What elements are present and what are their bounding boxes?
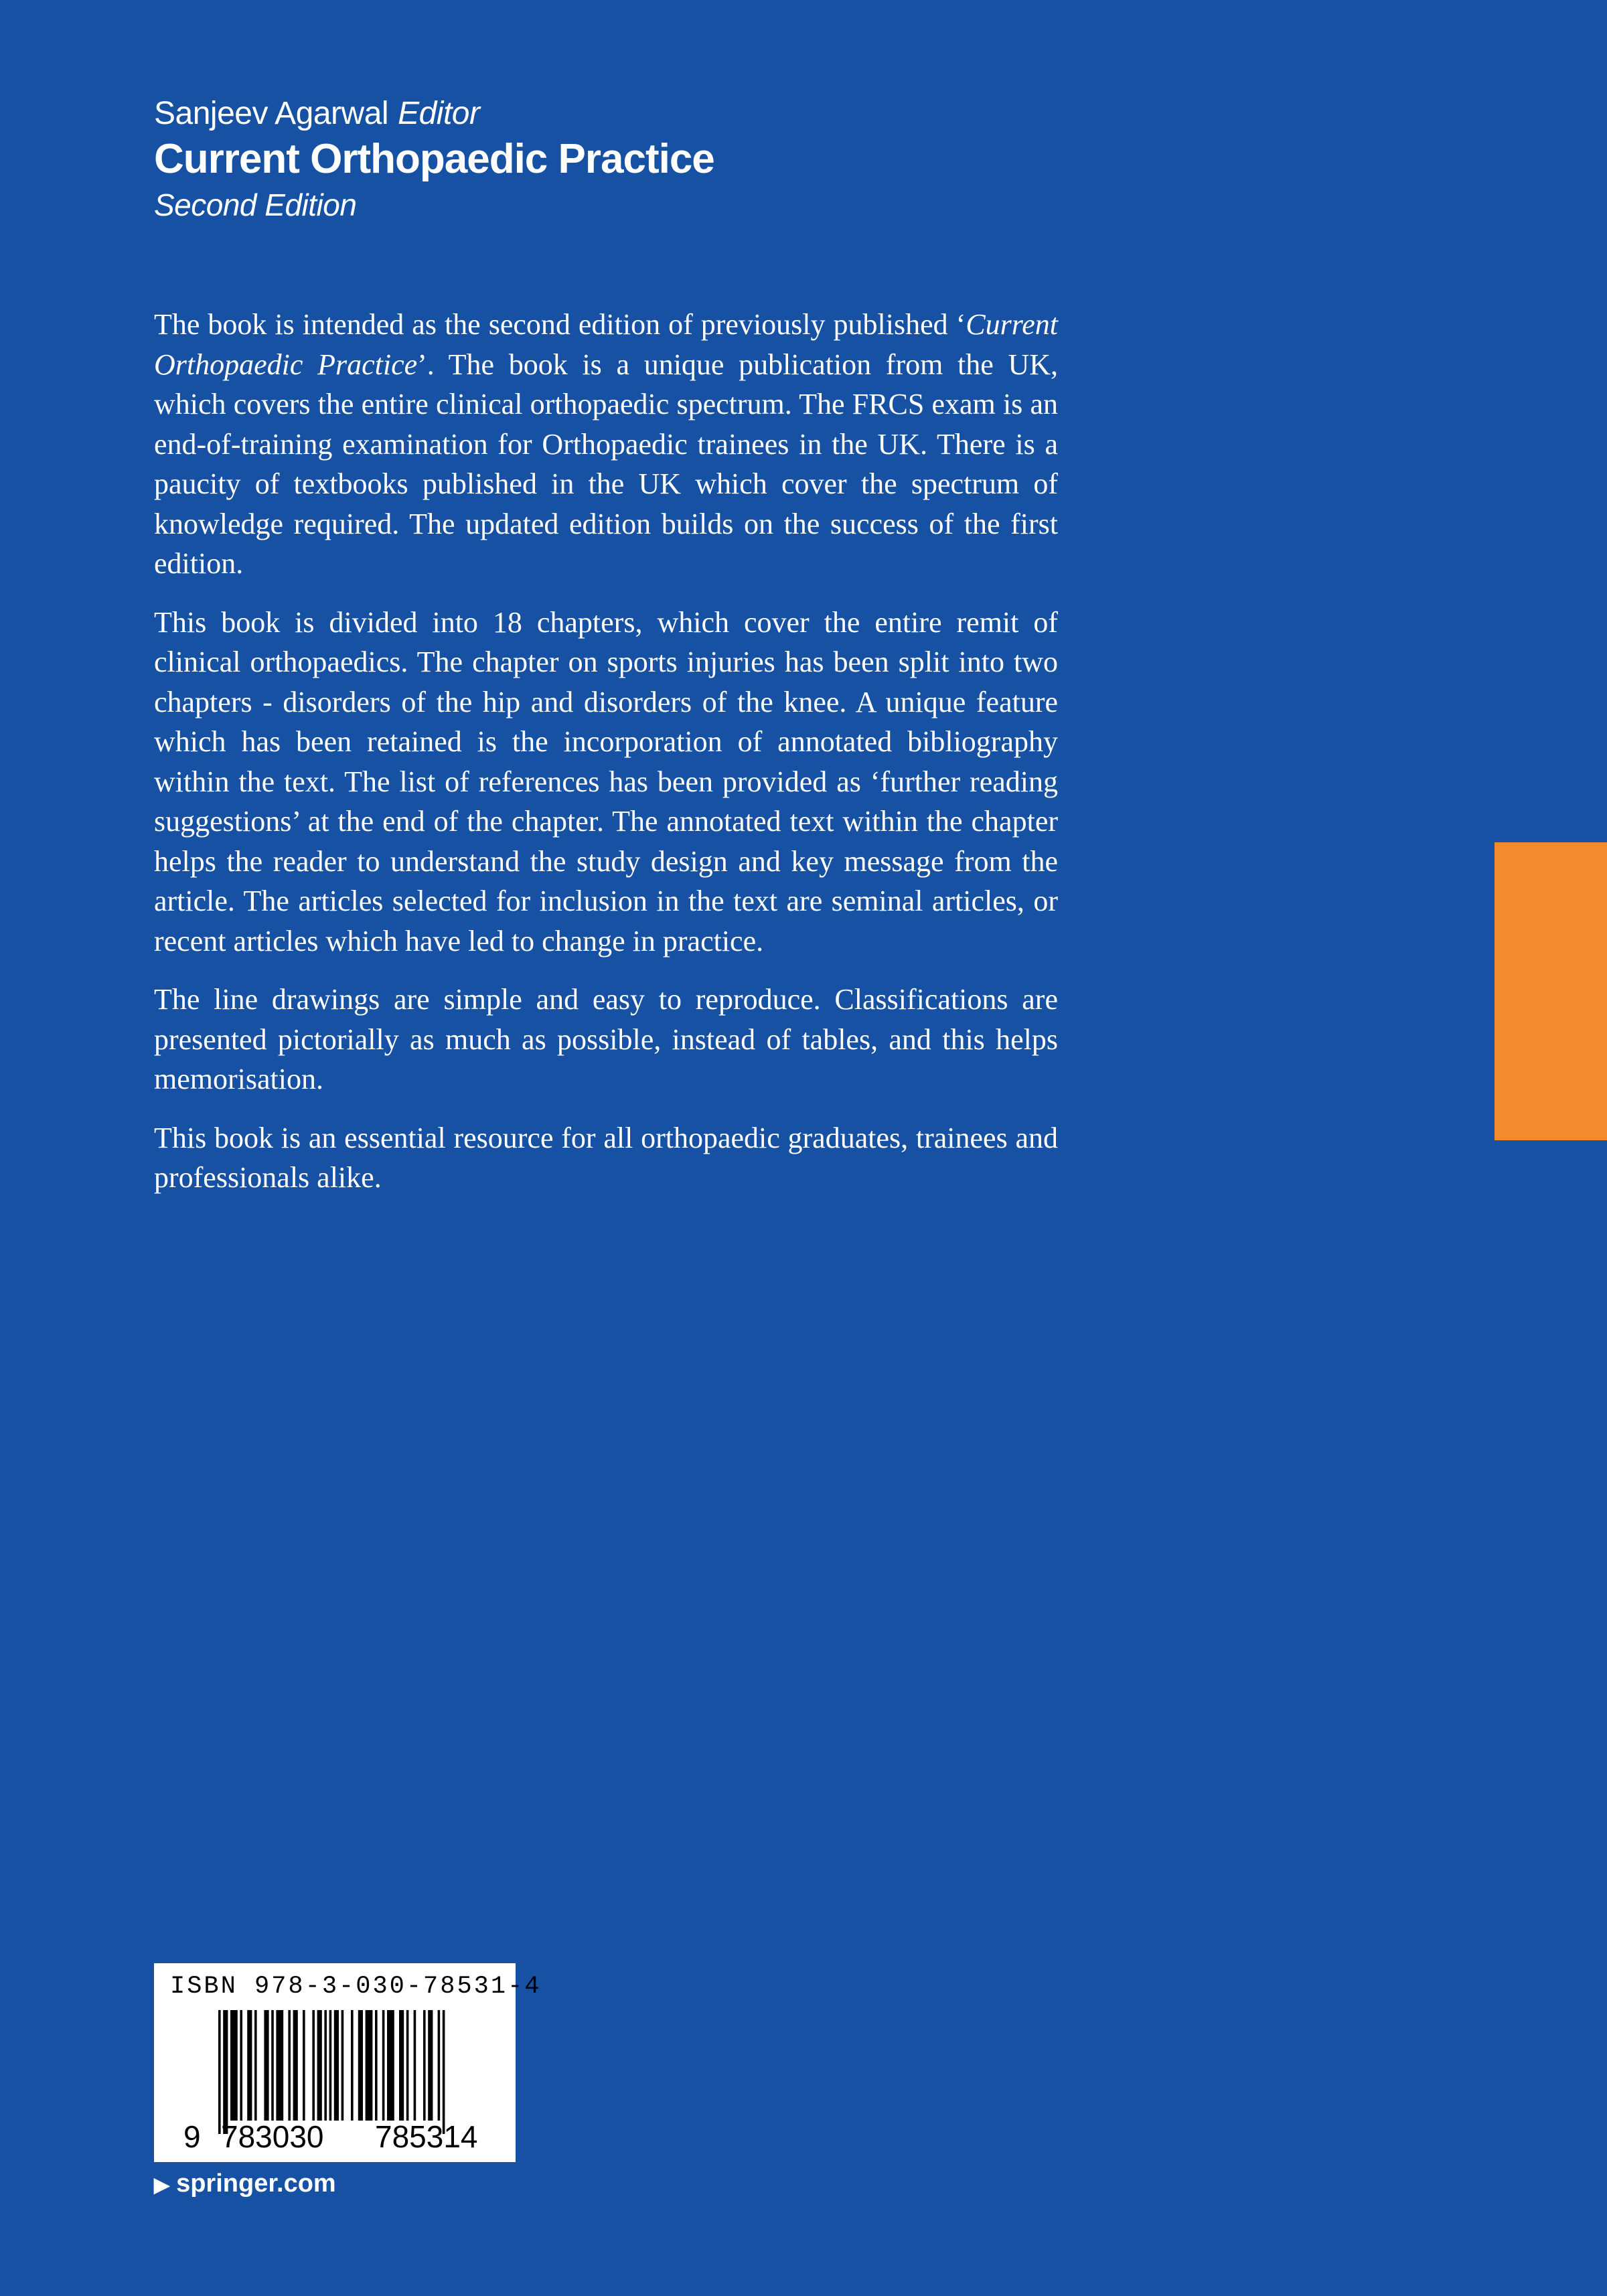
barcode-bar [218,2010,221,2134]
blurb-p1-book-title: Current Orthopaedic Practice [154,308,1058,381]
barcode-bar [293,2010,298,2121]
barcode-bar [329,2010,332,2121]
barcode-bar [423,2010,426,2121]
barcode-digit-prefix: 9 [183,2119,201,2154]
cover-header [154,94,714,225]
barcode-bar [317,2010,322,2121]
orange-accent-tab [1495,842,1607,1140]
barcode-bar [366,2010,373,2121]
barcode-bar [399,2010,404,2121]
barcode-bar [382,2010,385,2121]
barcode-bar [443,2010,445,2134]
barcode-digit-right-group: 785314 [375,2119,478,2154]
barcode-bar [438,2010,441,2121]
publisher-link[interactable] [154,2169,336,2198]
barcode-bar [223,2010,228,2134]
editor-name: Sanjeev Agarwal [154,96,389,131]
book-title: Current Orthopaedic Practice [154,136,714,182]
editor-role: Editor [398,96,480,131]
barcode-bar [240,2010,242,2121]
blurb-paragraph-1 [154,305,1058,584]
barcode-bar [375,2010,378,2121]
barcode-digit-left-group: 783030 [221,2119,324,2154]
barcode-bar [230,2010,238,2121]
barcode-bar [303,2010,305,2121]
barcode-bar [387,2010,394,2121]
barcode-bar [264,2010,269,2121]
editor-line [154,94,714,134]
barcode-bar [358,2010,363,2121]
barcode-bar [324,2010,327,2121]
barcode-digits [154,2119,516,2156]
barcode-bar [414,2010,416,2121]
edition-label: Second Edition [154,187,357,222]
barcode-bar [341,2010,344,2121]
barcode-bar [312,2010,315,2121]
barcode-bar [271,2010,274,2121]
barcode-bar [254,2010,257,2121]
barcode-bar [247,2010,252,2121]
barcode-bar [428,2010,433,2121]
blurb-paragraph-2: This book is divided into 18 chapters, which cover the entire remit of clinical orthopaedics. The chapter on sports injuries has been split into two chapters - disorders of the hip and disorders of the knee. A unique feature which has been retained is the incorporation of annotated bibliography within the text. The list of references has been provided as ‘further reading suggestions’ at the end of the chapter. The annotated text within the chapter helps the reader to understand the study design and key message from the article. The articles selected for inclusion in the text are seminal articles, or recent articles which have led to change in practice. [154,605,1058,958]
blurb-paragraph-4: This book is an essential resource for all orthopaedic graduates, trainees and professionals alike. [154,1121,1058,1194]
blurb-paragraph-3: The line drawings are simple and easy to reproduce. Classifications are presented pictorially as much as possible, instead of tables, and this helps memorisation. [154,983,1058,1095]
publisher-url: springer.com [176,2169,336,2198]
blurb-p1-intro: The book is intended as the second edition of previously published ‘ [154,308,966,341]
isbn-label: ISBN 978-3-030-78531-4 [170,1973,542,2001]
barcode-bar [288,2010,291,2121]
blurb-text [154,305,1058,1217]
barcode-bar [406,2010,409,2121]
triangle-right-icon: ▶ [154,2174,170,2196]
barcode-bar [351,2010,354,2121]
barcode-box [154,1963,542,2162]
blurb-p1-rest: ’. The book is a unique publication from the UK, which covers the entire clinical orthopaedic spectrum. The FRCS exam is an end-of-training examination for Orthopaedic trainees in the UK. There is a paucity of textbooks published in the UK which cover the spectrum of knowledge required. The updated edition builds on the success of the first edition. [154,348,1058,580]
barcode-bar [276,2010,283,2121]
barcode-bar [334,2010,339,2121]
